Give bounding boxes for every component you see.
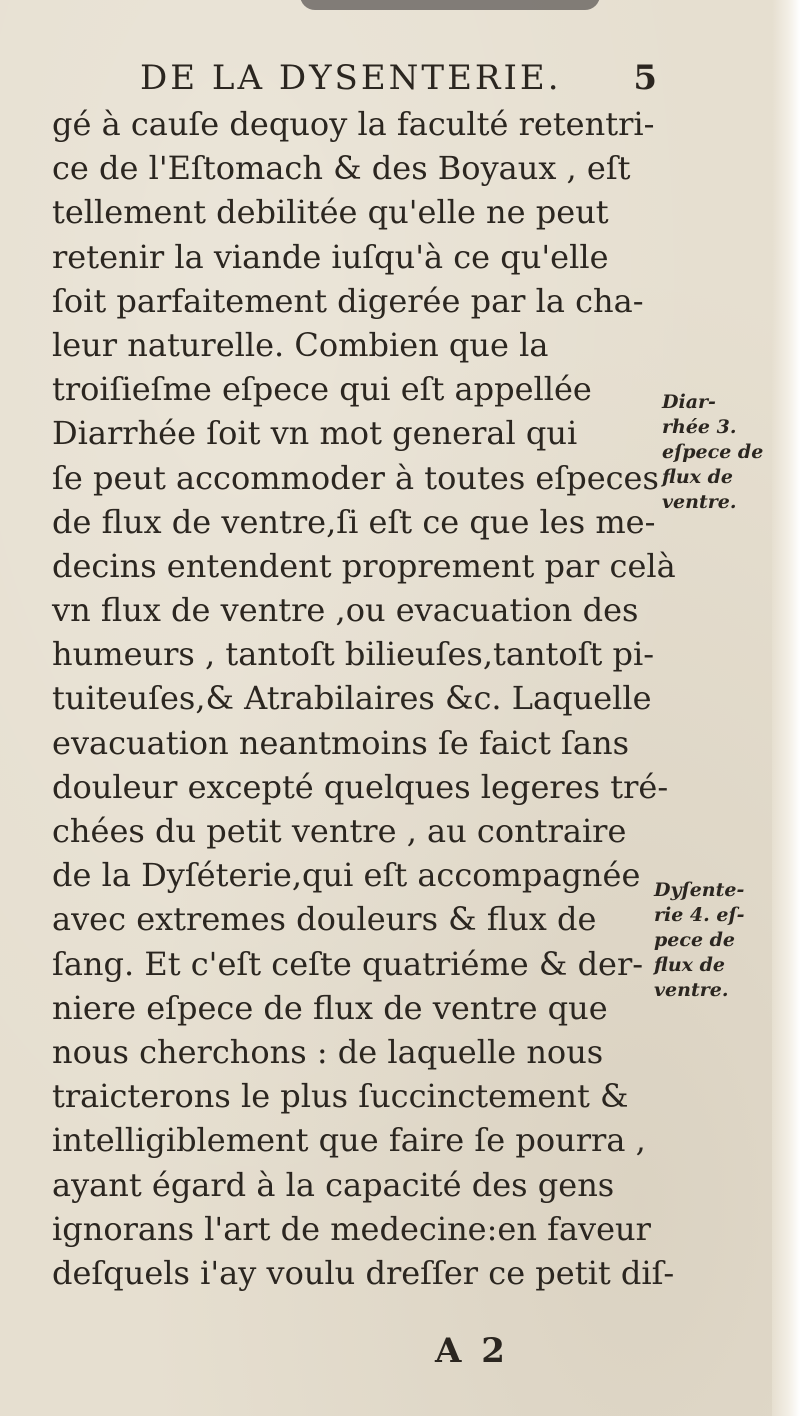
margin-note-line: flux de: [654, 954, 725, 976]
text-line: douleur excepté quelques legeres tré-: [52, 767, 669, 806]
margin-note: [662, 390, 763, 515]
text-line: ſe peut accommoder à toutes eſpeces: [52, 458, 659, 497]
text-line: de la Dyſéterie,qui eſt accompagnée: [52, 856, 641, 895]
text-line: de flux de ventre,ſi eſt ce que les me-: [52, 502, 656, 541]
text-line: Diarrhée ſoit vn mot general qui: [52, 414, 578, 453]
margin-note-line: Dyſente-: [654, 879, 745, 901]
running-head: [140, 56, 660, 100]
text-line: niere eſpece de flux de ventre que: [52, 988, 608, 1027]
text-line: vn flux de ventre ,ou evacuation des: [52, 591, 639, 630]
body-text: [52, 102, 676, 1295]
text-line: chées du petit ventre , au contraire: [52, 812, 627, 850]
margin-note-line: ventre.: [662, 491, 737, 513]
text-line: evacuation neantmoins ſe faict ſans: [52, 723, 629, 762]
margin-note: [654, 878, 745, 1003]
page-tab: [300, 0, 600, 10]
margin-note-line: rhée 3.: [662, 416, 737, 438]
text-line: nous cherchons : de laquelle nous: [52, 1032, 604, 1071]
page-edge: [772, 0, 800, 1416]
text-line: retenir la viande iuſqu'à ce qu'elle: [52, 237, 609, 276]
page-number: 5: [633, 58, 660, 98]
running-head-title: DE LA DYSENTERIE.: [140, 58, 562, 98]
text-line: deſquels i'ay voulu dreſſer ce petit diſ-: [52, 1253, 675, 1292]
text-line: traicterons le plus ſuccinctement &: [52, 1077, 629, 1116]
margin-note-line: pece de: [654, 929, 736, 951]
text-line: intelligiblement que faire ſe pourra ,: [52, 1121, 646, 1160]
text-line: ce de l'Eſtomach & des Boyaux , eſt: [52, 149, 631, 188]
text-line: humeurs , tantoſt bilieuſes,tantoſt pi-: [52, 635, 655, 674]
text-line: ayant égard à la capacité des gens: [52, 1165, 615, 1204]
margin-note-line: ventre.: [654, 979, 729, 1001]
margin-note-line: rie 4. eſ-: [654, 904, 745, 926]
text-line: gé à cauſe dequoy la faculté retentri-: [52, 105, 655, 143]
margin-note-line: flux de: [662, 466, 733, 488]
text-line: troiſieſme eſpece qui eſt appellée: [52, 370, 592, 409]
text-line: decins entendent proprement par celà: [52, 546, 676, 585]
text-line: tuiteuſes,& Atrabilaires &c. Laquelle: [52, 679, 652, 718]
text-line: leur naturelle. Combien que la: [52, 325, 549, 364]
margin-note-line: eſpece de: [662, 441, 764, 463]
text-line: ignorans l'art de medecine:en faveur: [52, 1209, 651, 1248]
text-line: ſang. Et c'eſt ceſte quatriéme & der-: [52, 944, 644, 983]
signature-mark: A 2: [435, 1331, 509, 1371]
text-line: tellement debilitée qu'elle ne peut: [52, 193, 609, 232]
text-line: avec extremes douleurs & flux de: [52, 900, 597, 939]
text-line: ſoit parfaitement digerée par la cha-: [52, 281, 644, 320]
margin-note-line: Diar-: [662, 391, 716, 413]
